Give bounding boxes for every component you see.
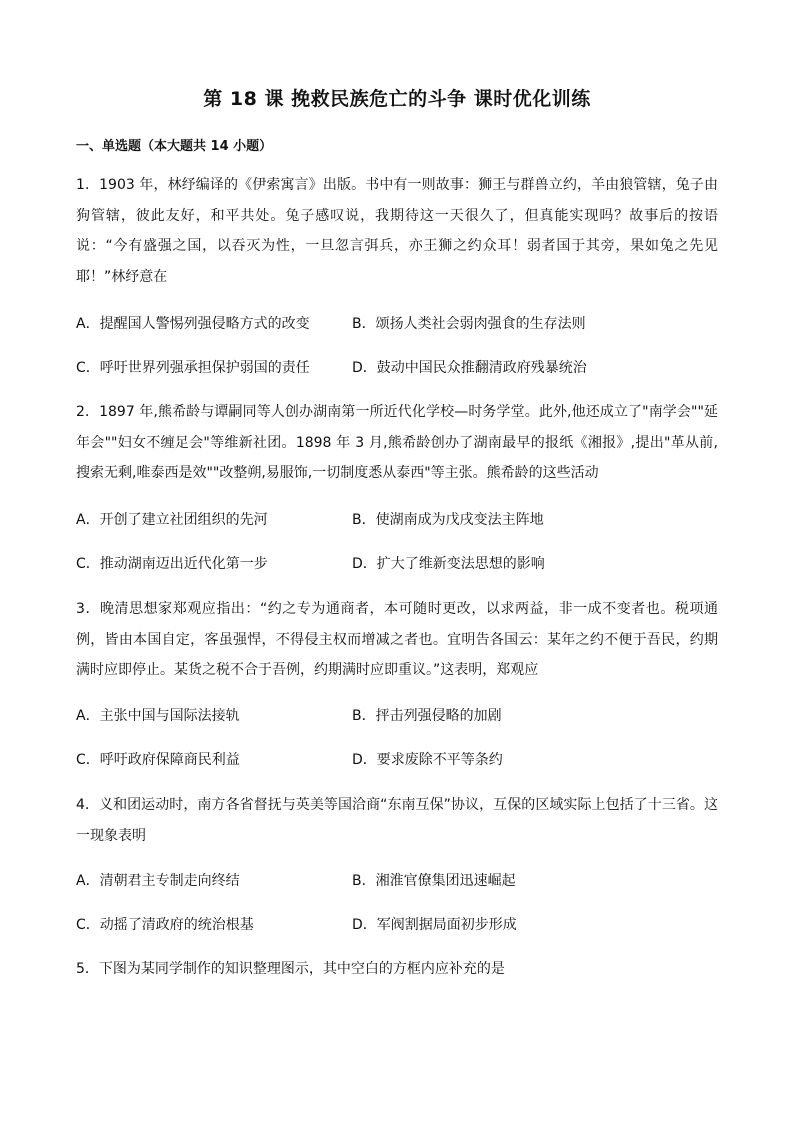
option-d[interactable]: D．军阀割据局面初步形成 — [352, 917, 517, 933]
question-4-options — [76, 870, 718, 958]
option-d[interactable]: D．要求废除不平等条约 — [352, 752, 503, 768]
option-b[interactable]: B．湘淮官僚集团迅速崛起 — [352, 873, 516, 889]
question-2-stem: 2．1897 年,熊希龄与谭嗣同等人创办湖南第一所近代化学校—时务学堂。此外,他还成立了"南学会""延年会""妇女不缠足会"等维新社团。1898 年 3 月,熊希龄创办了湖南最早的报纸《湘报》,提出"革从前,搜索无剩,唯泰西是效""改整朔,易服饰,一切制度悉从泰西"等主张。熊希龄的这些活动 — [76, 404, 718, 481]
option-c[interactable]: C．呼吁世界列强承担保护弱国的责任 — [76, 360, 310, 376]
question-2-options — [76, 509, 718, 597]
option-row — [76, 357, 718, 401]
option-row — [76, 870, 718, 914]
question-5-stem: 5．下图为某同学制作的知识整理图示，其中空白的方框内应补充的是 — [76, 961, 505, 977]
page-title: 第 18 课 挽救民族危亡的斗争 课时优化训练 — [203, 88, 591, 110]
option-d[interactable]: D．扩大了维新变法思想的影响 — [352, 556, 545, 572]
option-b[interactable]: B．颂扬人类社会弱肉强食的生存法则 — [352, 316, 586, 332]
question-1-options — [76, 313, 718, 401]
option-row — [76, 509, 718, 553]
option-c[interactable]: C．呼吁政府保障商民利益 — [76, 752, 240, 768]
option-a[interactable]: A．开创了建立社团组织的先河 — [76, 512, 268, 528]
option-a[interactable]: A．清朝君主专制走向终结 — [76, 873, 240, 889]
question-3-options — [76, 705, 718, 793]
option-row — [76, 914, 718, 958]
option-d[interactable]: D．鼓动中国民众推翻清政府残暴统治 — [352, 360, 587, 376]
option-row — [76, 553, 718, 597]
option-a[interactable]: A．主张中国与国际法接轨 — [76, 708, 240, 724]
option-c[interactable]: C．动摇了清政府的统治根基 — [76, 917, 254, 933]
question-4-stem: 4．义和团运动时，南方各省督抚与英美等国洽商“东南互保”协议，互保的区域实际上包括了十三省。这一现象表明 — [76, 797, 718, 844]
question-1-stem: 1．1903 年，林纾编译的《伊索寓言》出版。书中有一则故事：狮王与群兽立约，羊由狼管辖，兔子由狗管辖，彼此友好，和平共处。兔子感叹说，我期待这一天很久了，但真能实现吗？故事后的按语说：“今有盛强之国，以吞灭为性，一旦忽言弭兵，亦王狮之约众耳！弱者国于其旁，果如兔之先见耶！”林纾意在 — [76, 177, 718, 285]
option-row — [76, 705, 718, 749]
option-row — [76, 313, 718, 357]
option-b[interactable]: B．抨击列强侵略的加剧 — [352, 708, 502, 724]
question-3-stem: 3．晚清思想家郑观应指出：“约之专为通商者，本可随时更改，以求两益，非一成不变者也。税项通例，皆由本国自定，客虽强悍，不得侵主权而增减之者也。宜明告各国云：某年之约不便于吾民，约期满时应即停止。某货之税不合于吾例，约期满时应即重议。”这表明，郑观应 — [76, 601, 718, 678]
option-a[interactable]: A．提醒国人警惕列强侵略方式的改变 — [76, 316, 310, 332]
option-c[interactable]: C．推动湖南迈出近代化第一步 — [76, 556, 268, 572]
section-heading: 一、单选题（本大题共 14 小题） — [76, 139, 273, 154]
option-b[interactable]: B．使湖南成为戊戌变法主阵地 — [352, 512, 544, 528]
option-row — [76, 749, 718, 793]
